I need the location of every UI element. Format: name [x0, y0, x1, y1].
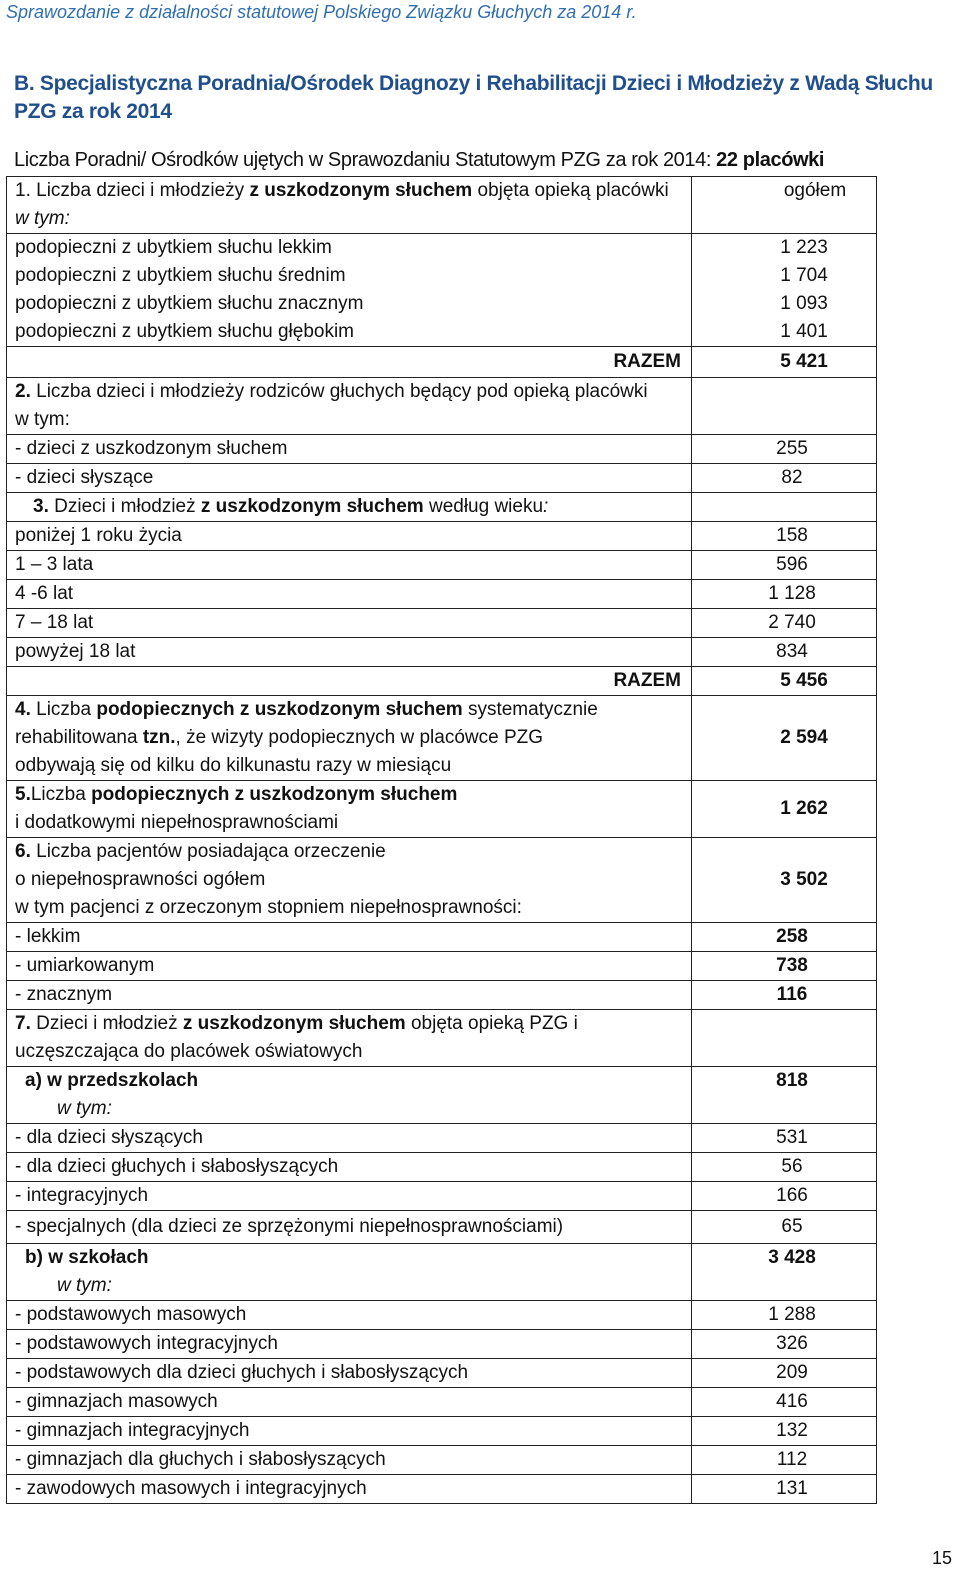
table-row: powyżej 18 lat 834 [7, 638, 877, 667]
table-row: - zawodowych masowych i integracyjnych 131 [7, 1475, 877, 1504]
table-row: - gimnazjach dla głuchych i słabosłyszących 112 [7, 1446, 877, 1475]
section-title: B. Specjalistyczna Poradnia/Ośrodek Diagnozy i Rehabilitacji Dzieci i Młodzieży z Wadą Słuchu PZG za rok 2014 [14, 72, 933, 123]
table-row: - umiarkowanym 738 [7, 952, 877, 981]
s1-razem-label: RAZEM [7, 347, 692, 378]
s7-a-label: a) w przedszkolach [7, 1067, 692, 1096]
s3-razem-label: RAZEM [7, 667, 692, 696]
s5-value: 1 262 [692, 781, 877, 838]
table-row: - dzieci słyszące 82 [7, 464, 877, 493]
page-number: 15 [931, 1548, 952, 1568]
s1-heading: 1. Liczba dzieci i młodzieży z uszkodzonym słuchem objęta opieką placówki [7, 177, 692, 206]
table-row: podopieczni z ubytkiem słuchu lekkim 1 223 [7, 234, 877, 263]
s2-heading: 2. Liczba dzieci i młodzieży rodziców głuchych będący pod opieką placówki [7, 378, 692, 407]
s6-text: 6. Liczba pacjentów posiadająca orzeczenie o niepełnosprawności ogółem w tym pacjenci z orzeczonym stopniem niepełnosprawności: [7, 838, 692, 923]
page-header: Sprawozdanie z działalności statutowej Polskiego Związku Głuchych za 2014 r. [6, 2, 637, 22]
table-row: - podstawowych integracyjnych 326 [7, 1330, 877, 1359]
table-row: - specjalnych (dla dzieci ze sprzężonymi niepełnosprawnościami) 65 [7, 1211, 877, 1244]
s5-text: 5.Liczba podopiecznych z uszkodzonym słuchem i dodatkowymi niepełnosprawnościami [7, 781, 692, 838]
table-row: poniżej 1 roku życia 158 [7, 522, 877, 551]
s2-wtym: w tym: [7, 406, 692, 435]
s7-b-label: b) w szkołach [7, 1244, 692, 1273]
table-row: - dla dzieci słyszących 531 [7, 1124, 877, 1153]
s7-b-wtym: w tym: [7, 1272, 692, 1301]
s3-heading: 3. Dzieci i młodzież z uszkodzonym słuchem według wieku: [7, 493, 692, 522]
facility-count-value: 22 placówki [716, 149, 825, 171]
s3-razem-value: 5 456 [692, 667, 877, 696]
statistics-table [6, 176, 877, 1504]
table-row: - gimnazjach integracyjnych 132 [7, 1417, 877, 1446]
table-row: - znacznym 116 [7, 981, 877, 1010]
table-row: - podstawowych masowych 1 288 [7, 1301, 877, 1330]
s4-value: 2 594 [692, 696, 877, 781]
table-row: - gimnazjach masowych 416 [7, 1388, 877, 1417]
table-row: - dzieci z uszkodzonym słuchem 255 [7, 435, 877, 464]
s7-b-value: 3 428 [692, 1244, 877, 1273]
facility-count-label: Liczba Poradni/ Ośrodków ujętych w Sprawozdaniu Statutowym PZG za rok 2014: [14, 149, 717, 171]
s7-a-value: 818 [692, 1067, 877, 1096]
table-row: 1 – 3 lata 596 [7, 551, 877, 580]
s6-value: 3 502 [692, 838, 877, 923]
s7-a-wtym: w tym: [7, 1095, 692, 1124]
s1-wtym: w tym: [7, 205, 692, 234]
s1-ogolem: ogółem [692, 177, 877, 206]
table-row: podopieczni z ubytkiem słuchu średnim 1 704 [7, 262, 877, 290]
table-row: 4 -6 lat 1 128 [7, 580, 877, 609]
table-row: - podstawowych dla dzieci głuchych i słabosłyszących 209 [7, 1359, 877, 1388]
facility-count [14, 149, 824, 172]
table-row: - integracyjnych 166 [7, 1182, 877, 1211]
s1-razem-value: 5 421 [692, 347, 877, 378]
table-row: 7 – 18 lat 2 740 [7, 609, 877, 638]
table-row: - dla dzieci głuchych i słabosłyszących 56 [7, 1153, 877, 1182]
s7-text: 7. Dzieci i młodzież z uszkodzonym słuchem objęta opieką PZG i uczęszczająca do placówek oświatowych [7, 1010, 692, 1067]
table-row: podopieczni z ubytkiem słuchu głębokim 1 401 [7, 318, 877, 347]
table-row: - lekkim 258 [7, 923, 877, 952]
s4-text: 4. Liczba podopiecznych z uszkodzonym słuchem systematycznie rehabilitowana tzn., że wizyty podopiecznych w placówce PZG odbywają się od kilku do kilkunastu razy w miesiącu [7, 696, 692, 781]
table-row: podopieczni z ubytkiem słuchu znacznym 1 093 [7, 290, 877, 318]
